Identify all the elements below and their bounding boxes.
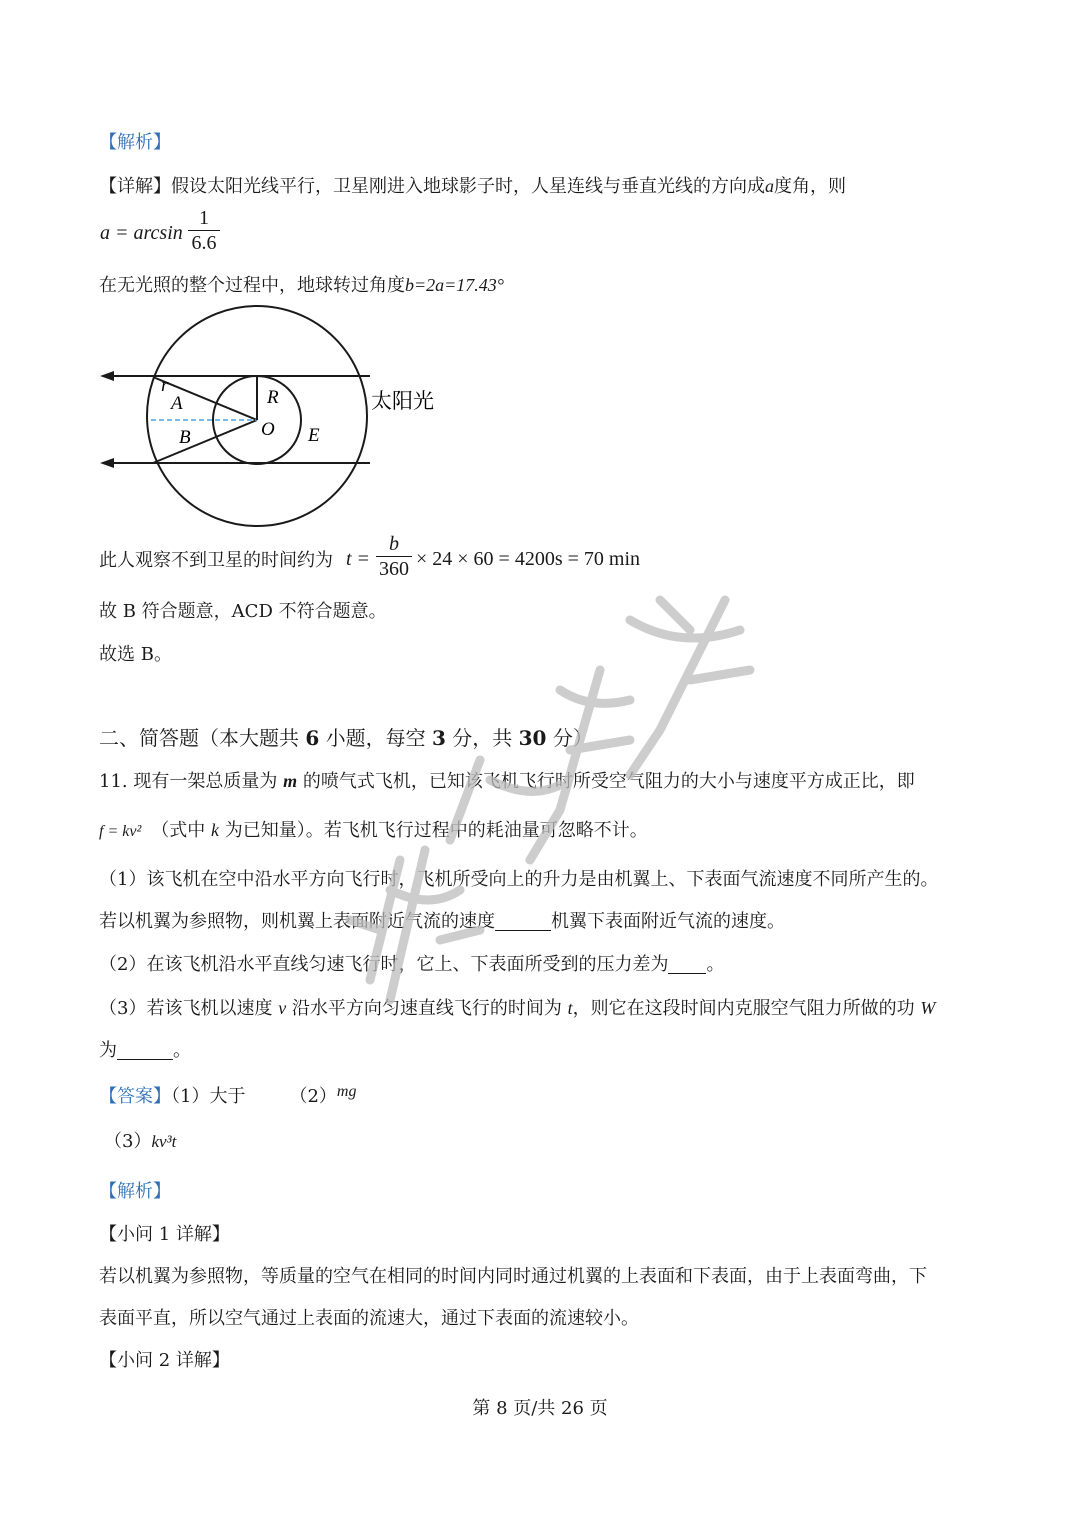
formula-a-numerator: 1: [199, 207, 209, 229]
upper-sightline: [153, 377, 257, 420]
section-points: 3: [432, 726, 446, 750]
q11-part3-line2-pre: 为: [99, 1040, 117, 1061]
answer-3-value: kv³t: [151, 1132, 177, 1151]
lower-sightline: [153, 420, 257, 463]
q11-part3-line2-post: 。: [173, 1040, 191, 1061]
time-denominator: 360: [379, 558, 409, 580]
section-heading: [99, 726, 593, 750]
label-O: O: [261, 419, 275, 440]
label-B: B: [179, 427, 191, 448]
answer-1: （1）大于: [171, 1086, 246, 1107]
lower-arrowhead: [100, 458, 114, 468]
answer-label: 【答案】: [99, 1086, 171, 1107]
q11-line1-pre: 11. 现有一架总质量为: [99, 771, 284, 792]
detail-prefix: 【详解】假设太阳光线平行，卫星刚进入地球影子时，人星连线与垂直光线的方向成: [99, 176, 765, 197]
answer-line-2: [104, 1130, 176, 1154]
label-sunlight: 太阳光: [371, 389, 434, 413]
q11-part2: [99, 953, 724, 977]
time-lhs: t =: [346, 548, 371, 570]
time-text: 此人观察不到卫星的时间约为: [99, 550, 333, 571]
q11-part1-post: 机翼下表面附近气流的速度。: [551, 911, 785, 932]
sub1-line-1: 若以机翼为参照物，等质量的空气在相同的时间内同时通过机翼的上表面和下表面，由于上表面弯曲，下: [99, 1266, 927, 1287]
mass-variable: m: [283, 771, 298, 791]
q11-part1-line-1: （1）该飞机在空中沿水平方向飞行时，飞机所受向上的升力是由机翼上、下表面气流速度不同所产生的。: [99, 869, 939, 890]
upper-arrowhead: [100, 371, 114, 381]
analysis-heading-2: 【解析】: [99, 1181, 171, 1202]
section-mid2: 分，共: [445, 726, 519, 750]
q11-line2-pre: （式中: [151, 820, 211, 841]
time-numerator: b: [389, 533, 399, 555]
section-count: 6: [305, 726, 320, 750]
detail-paragraph: [99, 174, 846, 199]
label-A: A: [171, 393, 183, 414]
q11-part3-post: ，则它在这段时间内克服空气阻力所做的功: [572, 998, 921, 1019]
answer-2-label: （2）: [289, 1086, 337, 1107]
rotation-line: [99, 273, 504, 298]
q11-line-2: [99, 818, 648, 844]
fraction-bar: [376, 556, 412, 557]
q11-line-1: [99, 769, 915, 794]
q11-line1-post: 的喷气式飞机，已知该飞机飞行时所受空气阻力的大小与速度平方成正比，即: [297, 771, 915, 792]
angle-variable: a: [765, 176, 774, 196]
rotation-text: 在无光照的整个过程中，地球转过角度: [99, 275, 405, 296]
label-R: R: [267, 387, 279, 408]
sub2-title: 【小问 2 详解】: [99, 1350, 230, 1371]
label-E: E: [308, 425, 320, 446]
answer-blank-3[interactable]: [117, 1041, 173, 1060]
q11-part1-line-2: [99, 910, 785, 934]
section-total: 30: [518, 726, 547, 750]
v-variable: v: [278, 998, 287, 1018]
sub1-title: 【小问 1 详解】: [99, 1224, 230, 1245]
answer-line-1: [99, 1080, 356, 1109]
q11-part3-pre: （3）若该飞机以速度: [99, 998, 279, 1019]
q11-part2-pre: （2）在该飞机沿水平直线匀速飞行时，它上、下表面所受到的压力差为: [99, 954, 669, 975]
conclusion-line-2: 故选 B。: [99, 644, 172, 665]
drag-formula: f = kv²: [99, 823, 142, 840]
answer-2-value: mg: [336, 1083, 357, 1100]
q11-part1-pre: 若以机翼为参照物，则机翼上表面附近气流的速度: [99, 911, 495, 932]
time-rhs: × 24 × 60 = 4200s = 70 min: [416, 548, 641, 570]
k-variable: k: [210, 820, 219, 840]
formula-a-lhs: a = arcsin: [100, 222, 183, 244]
answer-blank-2[interactable]: [668, 955, 706, 974]
t-variable: t: [567, 998, 573, 1018]
answer-blank-1[interactable]: [495, 912, 551, 931]
q11-part2-post: 。: [706, 954, 725, 975]
conclusion-line-1: 故 B 符合题意，ACD 不符合题意。: [99, 601, 387, 622]
sub1-line-2: 表面平直，所以空气通过上表面的流速大，通过下表面的流速较小。: [99, 1308, 639, 1329]
detail-suffix: 度角，则: [774, 176, 846, 197]
rotation-formula: b=2a=17.43°: [405, 275, 504, 295]
q11-part3-line-2: [99, 1039, 191, 1063]
label-r: r: [161, 375, 169, 396]
section-pre: 二、简答题（本大题共: [99, 726, 306, 750]
formula-a-denominator: 6.6: [191, 232, 217, 254]
q11-part3-line-1: [99, 996, 935, 1021]
formula-a-fraction: [188, 207, 220, 254]
earth-shadow-diagram: [95, 303, 455, 529]
q11-part3-mid: 沿水平方向匀速直线飞行的时间为: [286, 998, 568, 1019]
answer-3-label: （3）: [104, 1131, 152, 1152]
time-fraction: [376, 533, 412, 580]
section-post: 分）: [546, 726, 593, 750]
q11-line2-post: 为已知量）。若飞机飞行过程中的耗油量可忽略不计。: [218, 820, 648, 841]
fraction-bar: [188, 230, 220, 231]
page-footer: 第 8 页/共 26 页: [472, 1398, 608, 1419]
analysis-heading-1: 【解析】: [99, 132, 171, 153]
section-mid1: 小题，每空: [319, 726, 432, 750]
W-variable: W: [920, 998, 936, 1018]
